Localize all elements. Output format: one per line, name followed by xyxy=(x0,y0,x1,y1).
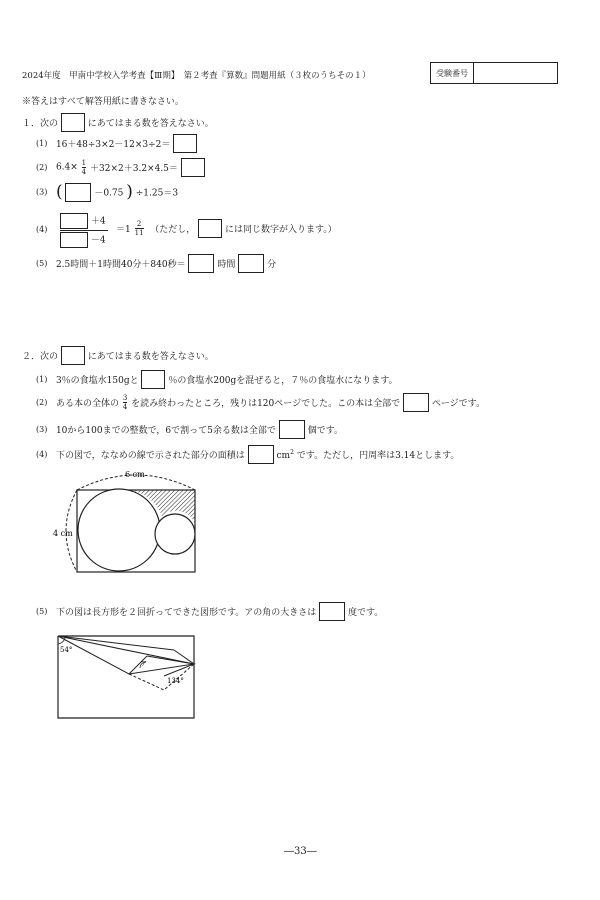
answer-box[interactable] xyxy=(60,232,88,248)
item-text: 下の図で，ななめの線で示された部分の面積は xyxy=(55,451,245,461)
item-text: 個です。 xyxy=(307,426,343,436)
item-note: には同じ数字が入ります。） xyxy=(225,225,337,235)
answer-box[interactable] xyxy=(60,213,88,229)
answer-box[interactable] xyxy=(279,420,305,439)
item-text: 度です。 xyxy=(347,608,384,618)
item-text: 下の図は長方形を２回折ってできた図形です。アの角の大きさは xyxy=(55,608,317,618)
unit-text: 分 xyxy=(267,260,277,270)
page-title: 2024年度 甲南中学校入学考査【Ⅲ期】 第２考査『算数』問題用紙（３枚のうちその１） xyxy=(22,71,371,81)
item-number: (3) xyxy=(36,187,48,197)
item-number: (4) xyxy=(36,225,48,234)
item-text: ある本の全体の xyxy=(55,399,119,409)
answer-box[interactable] xyxy=(248,445,274,464)
answer-box[interactable] xyxy=(65,183,91,202)
large-circle xyxy=(78,489,160,571)
answer-box[interactable] xyxy=(238,254,264,273)
q2-heading-pre: ２．次の xyxy=(22,352,59,362)
answer-box xyxy=(61,113,85,132)
item-number: (2) xyxy=(36,398,48,407)
close-paren: ) xyxy=(126,182,133,202)
item-text: ＋32×2＋3.2×4.5＝ xyxy=(90,164,178,174)
top-dimension-label: 6 cm xyxy=(125,470,145,479)
item-number: (3) xyxy=(36,425,48,434)
q1-heading-post: にあてはまる数を答えなさい。 xyxy=(87,119,214,129)
q1-item-1 xyxy=(36,134,197,153)
item-text: ページです。 xyxy=(431,399,485,409)
small-circle xyxy=(155,514,195,554)
exam-number-box xyxy=(430,62,558,84)
item-text: を読み終わったところ，残りは120ページでした。この本は全部で xyxy=(131,399,401,409)
answer-box[interactable] xyxy=(173,134,197,153)
item-text: です。ただし，円周率は3.14とします。 xyxy=(296,451,460,461)
instruction: ※答えはすべて解答用紙に書きなさい。 xyxy=(22,97,184,107)
item-number: (1) xyxy=(36,139,48,148)
q2-heading xyxy=(22,346,214,365)
item-number: (4) xyxy=(36,450,48,459)
fraction: $\frac{1}{4}$ xyxy=(81,159,87,176)
q1-item-5 xyxy=(36,254,276,273)
side-dimension-label: 4 cm xyxy=(53,529,73,538)
q2-item-2 xyxy=(36,393,485,412)
q1-heading xyxy=(22,113,214,132)
q2-heading-post: にあてはまる数を答えなさい。 xyxy=(87,352,214,362)
open-paren: ( xyxy=(55,182,63,202)
q1-item-3 xyxy=(36,182,178,202)
figure-folded-rectangle xyxy=(54,628,204,722)
fraction: $\frac{3}{4}$ xyxy=(122,394,128,411)
folded-flap xyxy=(58,636,194,674)
item-text: ％の食塩水200gを混ぜると，７％の食塩水になります。 xyxy=(168,376,398,386)
page-number: ―33― xyxy=(284,846,317,857)
answer-box[interactable] xyxy=(188,254,214,273)
q2-item-4 xyxy=(36,445,459,464)
answer-box[interactable] xyxy=(319,602,345,621)
unit-text: 時間 xyxy=(217,260,236,270)
item-text: 3％の食塩水150gと xyxy=(55,376,139,386)
item-number: (5) xyxy=(36,607,48,616)
q2-item-5 xyxy=(36,602,383,621)
item-text: 2.5時間＋1時間40分＋840秒＝ xyxy=(55,260,186,270)
item-number: (5) xyxy=(36,259,48,268)
item-text: －0.75 xyxy=(94,188,124,199)
item-number: (2) xyxy=(36,163,48,172)
answer-box[interactable] xyxy=(181,158,205,177)
angle-label-134: 134° xyxy=(167,677,184,685)
answer-box[interactable] xyxy=(403,393,429,412)
answer-box xyxy=(61,346,85,365)
angle-label-54: 54° xyxy=(60,646,73,654)
angle-label-a: ア xyxy=(140,660,147,668)
exam-number-field[interactable] xyxy=(474,63,557,83)
figure-circles-rectangle xyxy=(50,466,210,578)
item-text: ÷1.25＝3 xyxy=(135,188,179,199)
compound-fraction: ＋4 －4 xyxy=(60,213,108,248)
answer-box xyxy=(198,219,222,238)
fraction: $\frac{2}{11}$ xyxy=(134,220,144,237)
item-text: 6.4× xyxy=(55,162,78,173)
exam-number-label: 受験番号 xyxy=(431,63,474,83)
item-note: （ただし， xyxy=(150,225,196,235)
unit-text: $cm^2$ xyxy=(276,448,294,461)
q1-item-2 xyxy=(36,158,205,177)
item-text: 10から100までの整数で，6で割って5余る数は全部で xyxy=(55,426,276,436)
q1-heading-pre: １．次の xyxy=(22,119,59,129)
q2-item-3 xyxy=(36,420,343,439)
item-number: (1) xyxy=(36,375,48,384)
item-text: ＝1 xyxy=(116,225,131,235)
q2-item-1 xyxy=(36,370,398,389)
item-text: 16＋48÷3×2－12×3÷2＝ xyxy=(55,140,171,150)
answer-box[interactable] xyxy=(141,370,165,389)
